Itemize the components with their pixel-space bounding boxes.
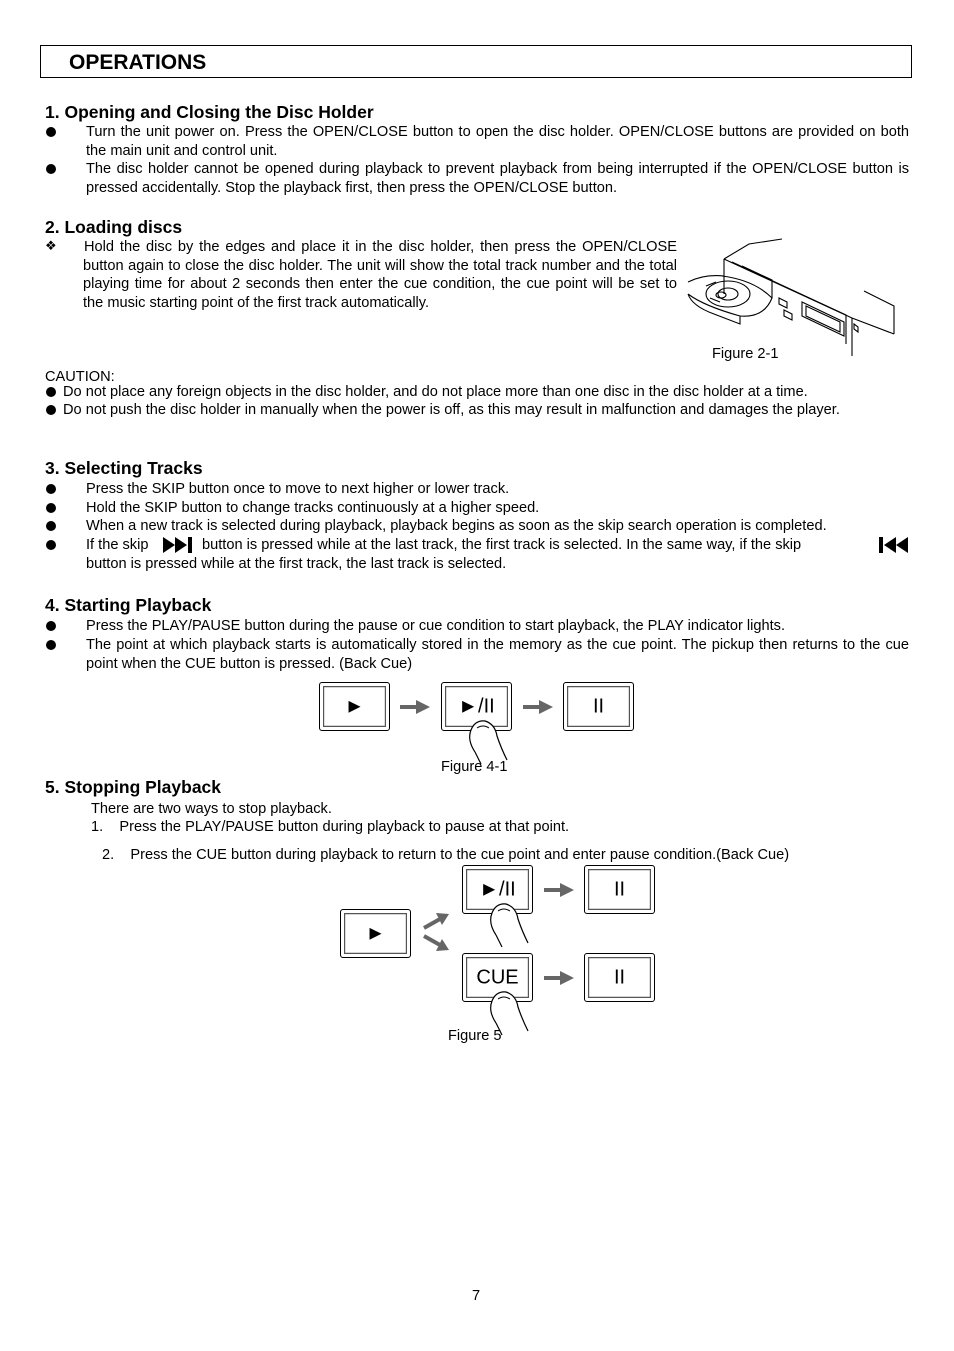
section-2-text: Hold the disc by the edges and place it in the disc holder, then press the OPEN/CLOSE button again to close the disc holder. The unit will show the total track number and the total playing time for about 2 seconds then enter the cue condition, the cue point will be set to the music starting point of the first track automatically.	[83, 239, 677, 311]
pause-icon: II	[613, 966, 626, 988]
finger-icon	[488, 895, 533, 945]
arrow-right-icon	[523, 699, 555, 715]
section-5-heading: 5. Stopping Playback	[45, 777, 222, 797]
bullet-icon	[46, 540, 56, 550]
arrow-right-icon	[400, 699, 432, 715]
section-5-intro: There are two ways to stop playback.	[91, 801, 332, 817]
section-2-heading: 2. Loading discs	[45, 217, 183, 237]
play-pause-icon: ►/II	[479, 878, 516, 900]
bullet-icon	[46, 484, 56, 494]
bullet-icon	[46, 621, 56, 631]
arrow-right-icon	[544, 882, 576, 898]
pause-icon: II	[613, 878, 626, 900]
bullet-icon	[46, 521, 56, 531]
section-4-heading: 4. Starting Playback	[45, 595, 212, 615]
figure-2-1-caption: Figure 2-1	[712, 346, 779, 362]
bullet-icon	[46, 164, 56, 174]
section-4-bullet-2: The point at which playback starts is automatically stored in the memory as the cue point. The pickup then returns to the cue point when the CUE button is pressed. (Back Cue)	[86, 637, 909, 672]
skip-forward-icon	[163, 537, 195, 553]
section-3-bullet-4a: If the skip	[86, 537, 149, 553]
bullet-icon	[46, 640, 56, 650]
play-button-figure	[319, 682, 390, 731]
finger-icon	[488, 983, 533, 1033]
section-1-heading: 1. Opening and Closing the Disc Holder	[45, 102, 374, 122]
finger-icon	[467, 712, 512, 762]
diamond-bullet-icon: ❖	[45, 238, 57, 253]
bullet-icon	[46, 127, 56, 137]
figure-5-caption: Figure 5	[448, 1028, 502, 1044]
play-button-figure	[340, 909, 411, 958]
section-3-bullet-1: Press the SKIP button once to move to next higher or lower track.	[86, 481, 510, 497]
skip-back-icon	[879, 537, 911, 553]
section-5-step-2: 2. Press the CUE button during playback to return to the cue point and enter pause condition.(Back Cue)	[102, 847, 790, 863]
play-pause-icon: ►/II	[458, 695, 495, 717]
page-number: 7	[472, 1288, 481, 1304]
caution-2: Do not push the disc holder in manually when the power is off, as this may result in malfunction and damages the player.	[63, 402, 840, 418]
section-3-heading: 3. Selecting Tracks	[45, 458, 203, 478]
disc-player-figure	[684, 236, 899, 346]
bullet-icon	[46, 503, 56, 513]
cue-label: CUE	[476, 966, 519, 988]
page-title: OPERATIONS	[69, 51, 207, 74]
play-icon: ►	[344, 695, 365, 717]
figure-4-1-caption: Figure 4-1	[441, 759, 508, 775]
pause-button-figure	[584, 953, 655, 1002]
section-1-bullet-2: The disc holder cannot be opened during playback to prevent playback from being interrupted if the OPEN/CLOSE button is pressed accidentally. Stop the playback first, then press the OPEN/CLOSE button.	[86, 161, 909, 196]
caution-1: Do not place any foreign objects in the disc holder, and do not place more than one disc in the disc holder at a time.	[63, 384, 808, 400]
play-icon: ►	[365, 922, 386, 944]
section-5-step-1: 1. Press the PLAY/PAUSE button during playback to pause at that point.	[91, 819, 570, 835]
pause-button-figure	[563, 682, 634, 731]
pause-icon: II	[592, 695, 605, 717]
section-3-bullet-3: When a new track is selected during playback, playback begins as soon as the skip search operation is completed.	[86, 518, 827, 534]
page-title-box	[40, 45, 912, 78]
section-3-bullet-2: Hold the SKIP button to change tracks continuously at a higher speed.	[86, 500, 540, 516]
section-4-bullet-1: Press the PLAY/PAUSE button during the pause or cue condition to start playback, the PLAY indicator lights.	[86, 618, 786, 634]
section-3-bullet-4b: button is pressed while at the last track, the first track is selected. In the same way, if the skip	[202, 537, 802, 553]
branch-arrows-icon	[420, 912, 452, 952]
section-1-bullet-1: Turn the unit power on. Press the OPEN/CLOSE button to open the disc holder. OPEN/CLOSE buttons are provided on both the main unit and control unit.	[86, 124, 909, 159]
section-3-bullet-4c: button is pressed while at the first track, the last track is selected.	[86, 556, 507, 572]
bullet-icon	[46, 387, 56, 397]
arrow-right-icon	[544, 970, 576, 986]
bullet-icon	[46, 405, 56, 415]
pause-button-figure	[584, 865, 655, 914]
caution-label: CAUTION:	[45, 369, 115, 385]
